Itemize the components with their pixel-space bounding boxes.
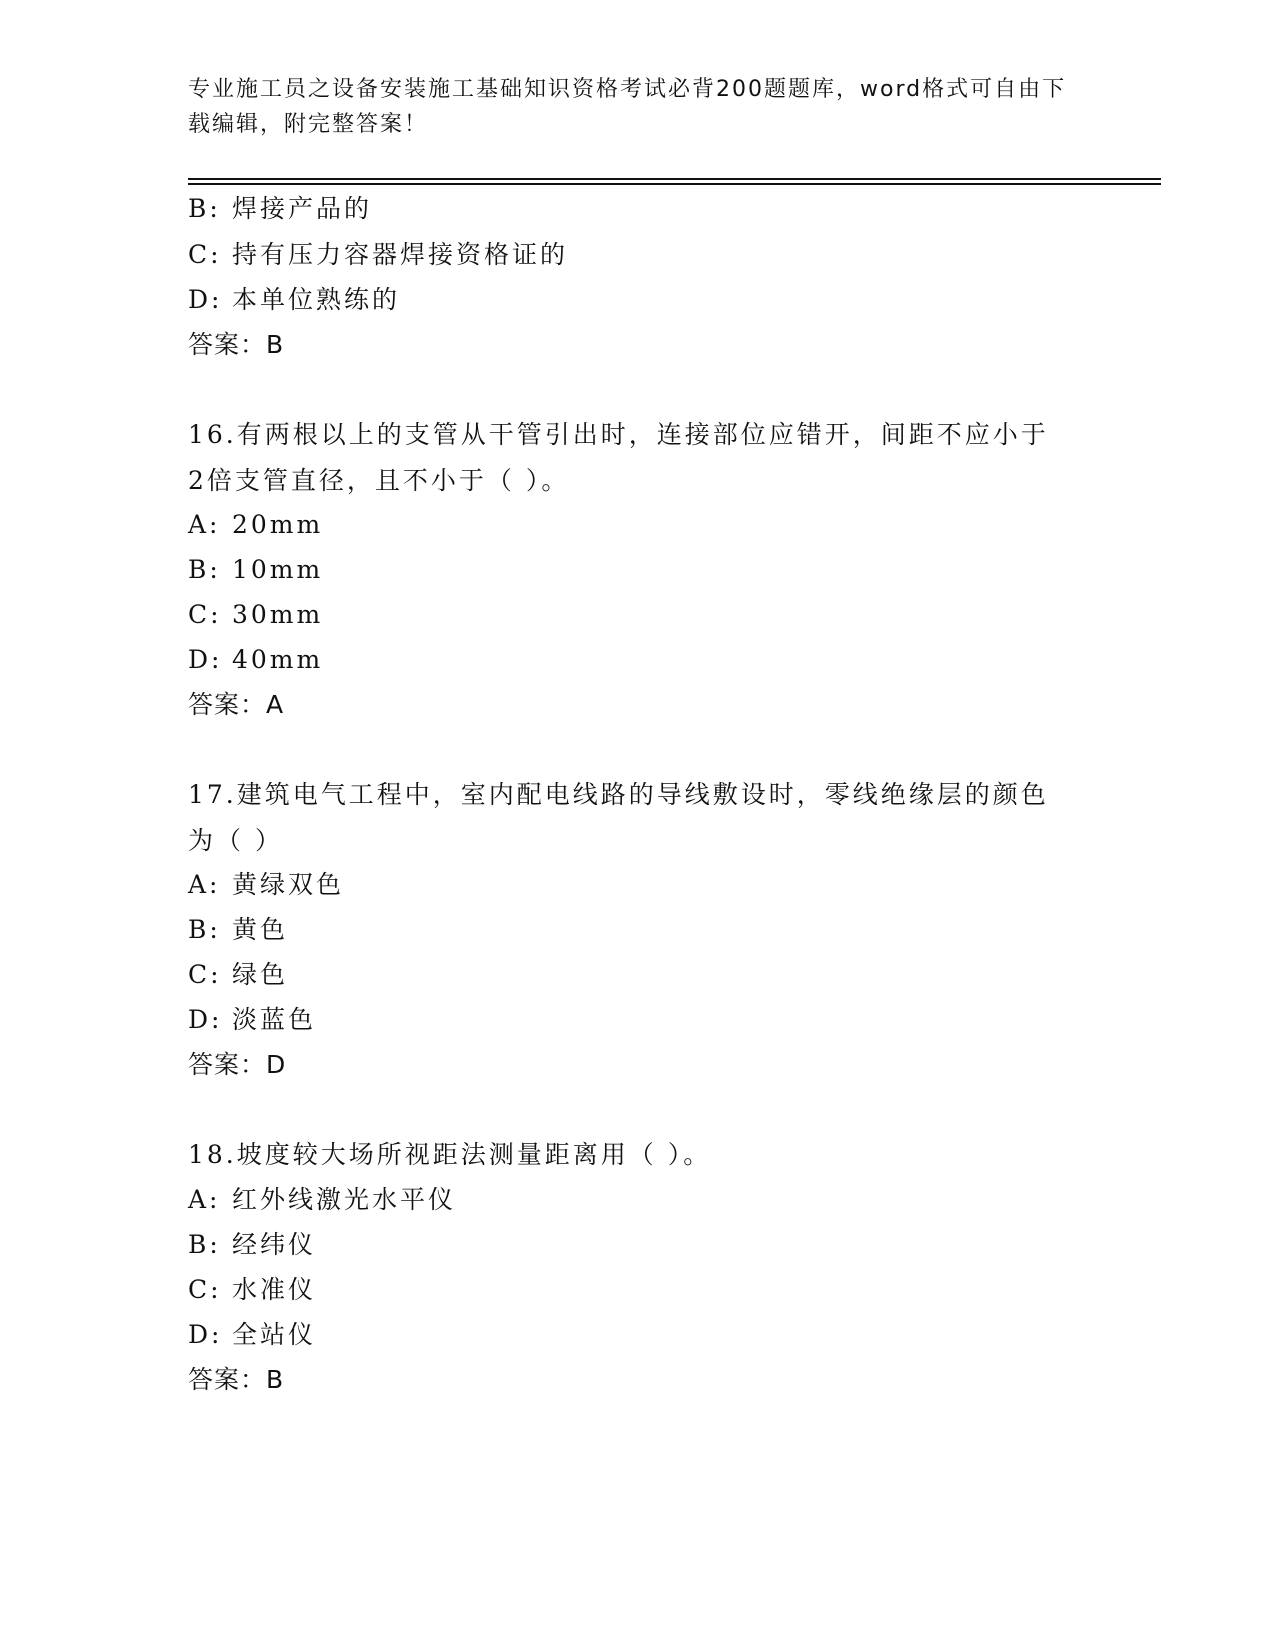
answer-line: 答案：D [188, 1050, 287, 1079]
option-d: D: 淡蓝色 [188, 1005, 317, 1034]
question-stem-continued: 为（ ） [188, 826, 283, 855]
option-b: B: 黄色 [188, 915, 289, 944]
option-d: D: 全站仪 [188, 1320, 317, 1349]
option-c: C: 绿色 [188, 960, 289, 989]
option-b: B: 焊接产品的 [188, 194, 373, 223]
option-b: B: 10mm [188, 555, 324, 584]
document-header: 专业施工员之设备安装施工基础知识资格考试必背200题题库，word格式可自由下载编辑，附完整答案！ [188, 77, 1067, 137]
option-d: D: 40mm [188, 645, 324, 674]
question-stem: 17.建筑电气工程中，室内配电线路的导线敷设时，零线绝缘层的颜色 [188, 780, 1049, 809]
option-c: C: 水准仪 [188, 1275, 317, 1304]
option-b: B: 经纬仪 [188, 1230, 317, 1259]
answer-line: 答案：A [188, 690, 285, 719]
answer-line: 答案：B [188, 1365, 285, 1394]
answer-line: 答案：B [188, 330, 285, 359]
option-d: D: 本单位熟练的 [188, 285, 401, 314]
option-c: C: 持有压力容器焊接资格证的 [188, 240, 569, 269]
option-a: A: 20mm [188, 510, 324, 539]
option-a: A: 红外线激光水平仪 [188, 1185, 457, 1214]
header-divider-top [188, 178, 1161, 180]
question-stem: 16.有两根以上的支管从干管引出时，连接部位应错开，间距不应小于 [188, 420, 1049, 449]
option-c: C: 30mm [188, 600, 324, 629]
header-divider-bottom [188, 183, 1161, 185]
question-stem: 18.坡度较大场所视距法测量距离用（ ）。 [188, 1140, 712, 1169]
question-stem-continued: 2倍支管直径，且不小于（ ）。 [188, 466, 570, 495]
option-a: A: 黄绿双色 [188, 870, 345, 899]
